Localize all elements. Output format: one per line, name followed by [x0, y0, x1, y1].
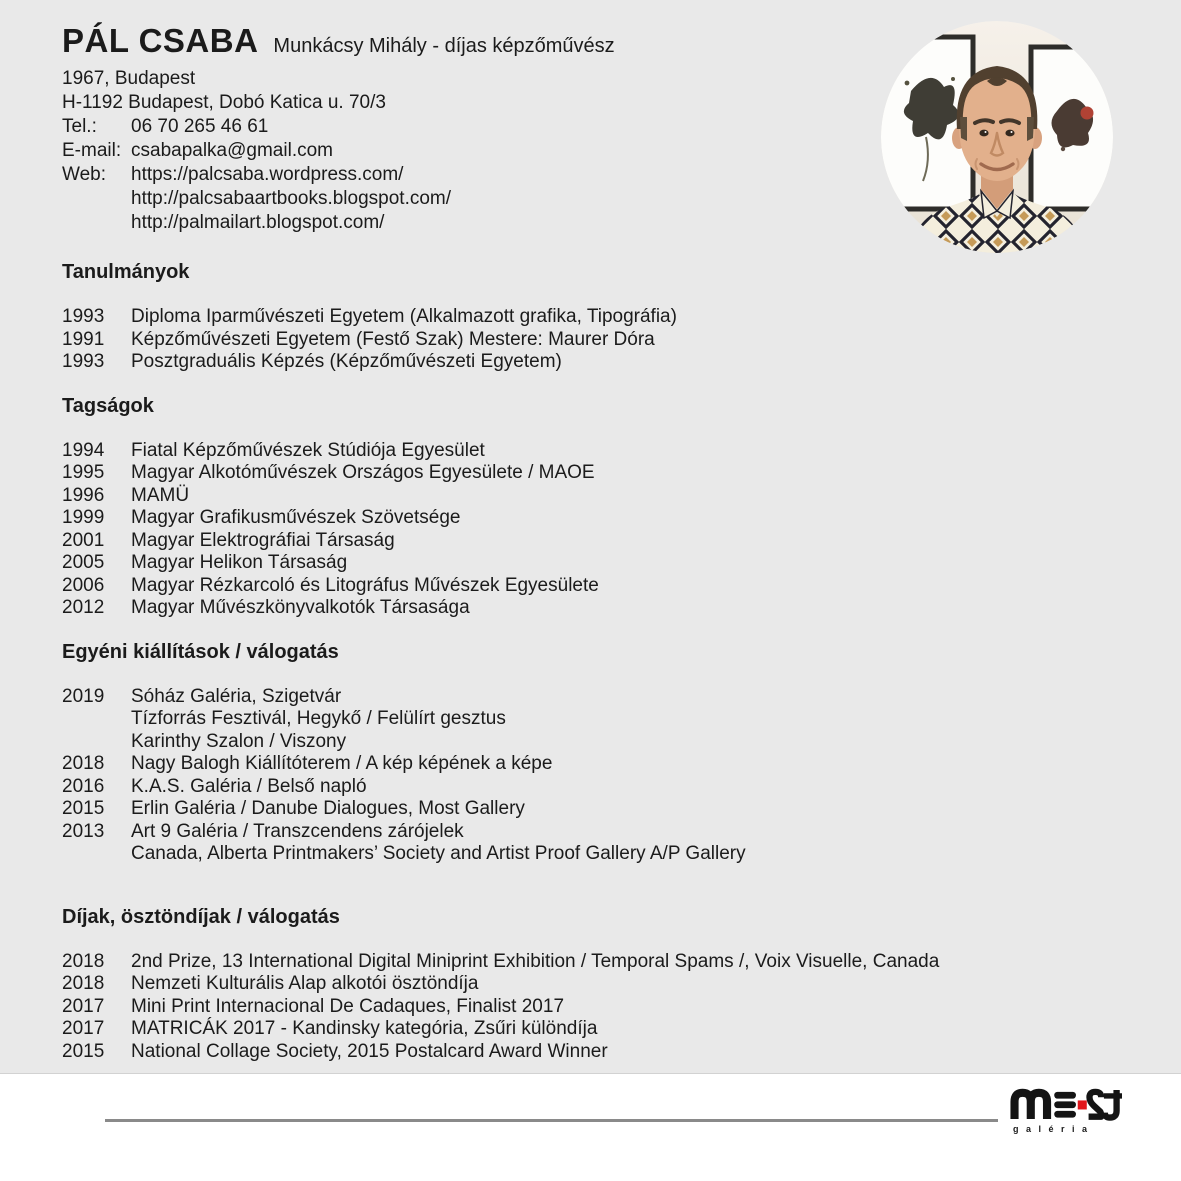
entry-text: Képzőművészeti Egyetem (Festő Szak) Mestere: Maurer Dóra	[131, 328, 655, 350]
entry-text: Tízforrás Fesztivál, Hegykő / Felülírt gesztus	[131, 708, 506, 729]
entry-year: 1993	[62, 306, 105, 327]
entry-year: 2017	[62, 1018, 105, 1039]
entry-year: 1996	[62, 484, 105, 506]
contact-label: E-mail:	[62, 140, 122, 161]
entry-row	[62, 575, 1141, 598]
entry-text: Fiatal Képzőművészek Stúdiója Egyesület	[131, 439, 485, 461]
section-heading: Tagságok	[62, 394, 154, 417]
entry-row	[62, 731, 1141, 754]
entry-row	[62, 329, 1141, 352]
entry-row	[62, 351, 1141, 374]
entry-text: Art 9 Galéria / Transzcendens zárójelek	[131, 820, 464, 842]
entry-row	[62, 996, 1141, 1019]
entry-text: Sóház Galéria, Szigetvár	[131, 685, 342, 707]
entry-row	[62, 1018, 1141, 1041]
entry-year: 1994	[62, 439, 105, 461]
entry-year: 2017	[62, 995, 105, 1017]
email-value: csabapalka@gmail.com	[131, 140, 333, 161]
entry-row	[62, 821, 1141, 844]
phone-value: 06 70 265 46 61	[131, 116, 269, 137]
entry-year: 2001	[62, 529, 105, 551]
entry-row	[62, 798, 1141, 821]
entry-text: Mini Print Internacional De Cadaques, Finalist 2017	[131, 995, 565, 1017]
entry-row	[62, 1041, 1141, 1064]
met-galeria-logo	[1010, 1088, 1122, 1134]
entry-text: Canada, Alberta Printmakers’ Society and Artist Proof Gallery A/P Gallery	[131, 843, 746, 864]
entry-year: 2006	[62, 574, 105, 596]
entry-row	[62, 440, 1141, 463]
entry-year: 1995	[62, 462, 105, 483]
entry-row	[62, 951, 1141, 974]
entry-text: Nagy Balogh Kiállítóterem / A kép képének a képe	[131, 753, 553, 774]
entry-year: 2018	[62, 973, 105, 994]
entry-row	[62, 462, 1141, 485]
entry-text: 2nd Prize, 13 International Digital Miniprint Exhibition / Temporal Spams /, Voix Visuelle, Canada	[131, 950, 940, 972]
entry-row	[62, 776, 1141, 799]
entry-text: Magyar Alkotóművészek Országos Egyesülete / MAOE	[131, 462, 595, 483]
entry-year	[62, 731, 131, 754]
footer-rule	[105, 1119, 998, 1122]
web-url: http://palmailart.blogspot.com/	[131, 212, 385, 233]
entry-row	[62, 530, 1141, 553]
entry-text: Magyar Művészkönyvalkotók Társasága	[131, 597, 470, 618]
artist-title: Munkácsy Mihály - díjas képzőművész	[273, 35, 615, 57]
portrait-illustration	[881, 21, 1113, 253]
entry-text: Posztgraduális Képzés (Képzőművészeti Egyetem)	[131, 351, 562, 372]
entry-year: 2012	[62, 597, 105, 618]
entry-year: 2019	[62, 685, 105, 707]
entry-row	[62, 306, 1141, 329]
entry-year: 2013	[62, 820, 105, 842]
address-line: H-1192 Budapest, Dobó Katica u. 70/3	[62, 92, 386, 113]
entry-text: Magyar Rézkarcoló és Litográfus Művészek Egyesülete	[131, 574, 599, 596]
entry-row	[62, 485, 1141, 508]
entry-year: 1991	[62, 328, 105, 350]
contact-label: Tel.:	[62, 116, 97, 137]
entry-text: Nemzeti Kulturális Alap alkotói ösztöndíja	[131, 973, 479, 994]
entry-year: 2005	[62, 552, 105, 573]
entry-text: MATRICÁK 2017 - Kandinsky kategória, Zsűri különdíja	[131, 1018, 598, 1039]
entry-text: Magyar Grafikusművészek Szövetsége	[131, 507, 461, 528]
logo-subtitle: galéria	[1013, 1124, 1095, 1134]
entry-year: 1993	[62, 351, 105, 372]
web-url: https://palcsaba.wordpress.com/	[131, 164, 404, 185]
entry-row	[62, 597, 1141, 620]
section-heading: Tanulmányok	[62, 261, 190, 283]
artist-name: PÁL CSABA	[62, 22, 259, 59]
entry-year: 2018	[62, 753, 105, 774]
logo-red-square	[1078, 1100, 1087, 1109]
entry-row	[62, 552, 1141, 575]
section-heading: Díjak, ösztöndíjak / válogatás	[62, 905, 340, 928]
entry-text: Erlin Galéria / Danube Dialogues, Most Gallery	[131, 798, 525, 819]
birth-line: 1967, Budapest	[62, 68, 196, 89]
entry-row	[62, 973, 1141, 996]
entry-text: Karinthy Szalon / Viszony	[131, 730, 347, 752]
contact-label: Web:	[62, 164, 107, 185]
entry-year: 1999	[62, 507, 105, 528]
logo-glyphs	[1010, 1088, 1122, 1121]
entry-row	[62, 507, 1141, 530]
section-tanulmanyok	[62, 261, 1141, 374]
portrait-photo	[881, 21, 1113, 253]
section-heading: Egyéni kiállítások / válogatás	[62, 640, 339, 663]
entry-year	[62, 843, 131, 866]
entry-text: MAMÜ	[131, 484, 190, 506]
entry-year: 2016	[62, 775, 105, 797]
entry-text: K.A.S. Galéria / Belső napló	[131, 775, 367, 797]
web-url: http://palcsabaartbooks.blogspot.com/	[131, 188, 452, 209]
entry-text: Magyar Elektrográfiai Társaság	[131, 529, 395, 551]
section-dijak	[62, 906, 1141, 1064]
entry-text: Magyar Helikon Társaság	[131, 552, 348, 573]
entry-row	[62, 708, 1141, 731]
entry-row	[62, 843, 1141, 866]
entry-year	[62, 708, 131, 731]
entry-row	[62, 686, 1141, 709]
entry-year: 2015	[62, 1040, 105, 1062]
entry-text: Diploma Iparművészeti Egyetem (Alkalmazott grafika, Tipográfia)	[131, 306, 677, 327]
section-tagsagok	[62, 395, 1141, 620]
entry-year: 2018	[62, 950, 105, 972]
entry-row	[62, 753, 1141, 776]
entry-text: National Collage Society, 2015 Postalcard Award Winner	[131, 1040, 608, 1062]
section-egyeni-kiallitasok	[62, 641, 1141, 866]
entry-year: 2015	[62, 798, 105, 819]
